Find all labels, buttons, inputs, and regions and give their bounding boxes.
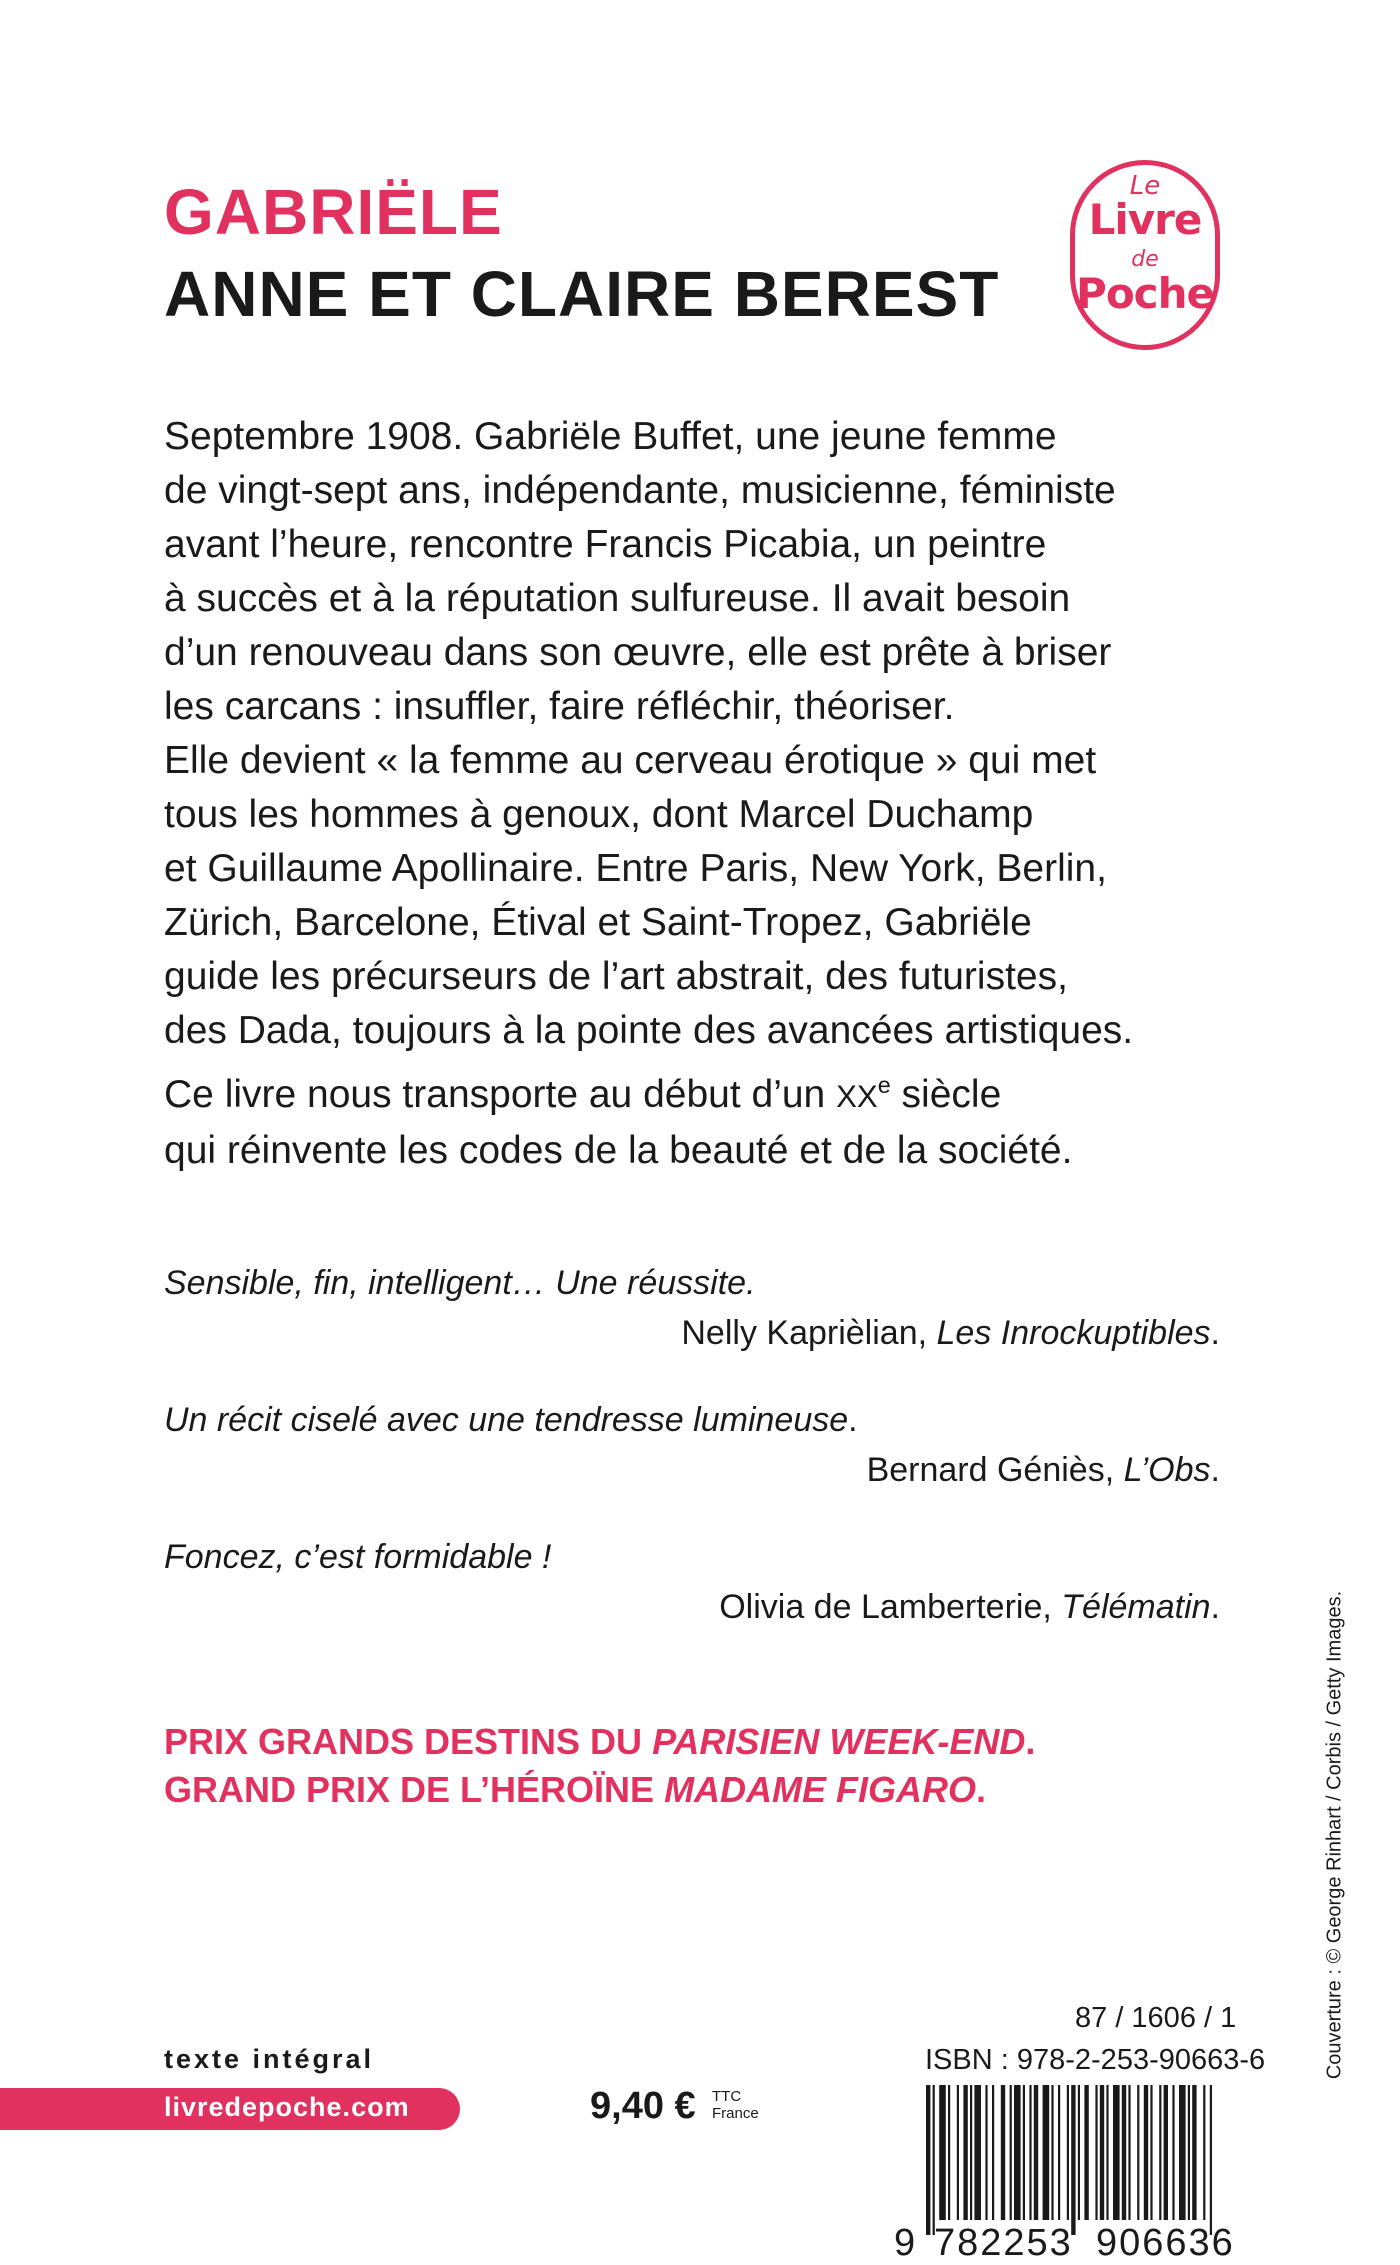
press-quote <box>164 1395 1220 1495</box>
award-suffix: . <box>1025 1721 1036 1762</box>
barcode-bar <box>1164 2085 1168 2220</box>
barcode-bar <box>1034 2085 1038 2220</box>
quote-line <box>164 1395 1220 1445</box>
award-line <box>164 1766 1035 1814</box>
photo-credit: Couverture : © George Rinhart / Corbis / Getty Images. <box>1323 1590 1346 2080</box>
quote-end: . <box>1210 1451 1220 1489</box>
barcode-bar <box>1071 2085 1075 2235</box>
award-prefix: GRAND PRIX DE L’HÉROÏNE <box>164 1769 665 1810</box>
quote-text-end: . <box>848 1401 858 1439</box>
synopsis-line: à succès et à la réputation sulfureuse. Il avait besoin <box>164 577 1071 620</box>
quote-author: Olivia de Lamberterie, <box>719 1588 1062 1626</box>
barcode-bar <box>1058 2085 1060 2220</box>
barcode-digit-first: 9 <box>894 2222 916 2264</box>
award-emphasis: PARISIEN WEEK-END <box>652 1721 1026 1762</box>
barcode-bar <box>1100 2085 1104 2220</box>
award-emphasis: MADAME FIGARO <box>664 1769 977 1810</box>
synopsis-line: des Dada, toujours à la pointe des avancées artistiques. <box>164 1009 1134 1052</box>
barcode-bar <box>926 2085 930 2235</box>
synopsis-line: les carcans : insuffler, faire réfléchir, théoriser. <box>164 685 955 728</box>
quote-publication: L’Obs <box>1123 1451 1211 1489</box>
century-numeral: XX <box>836 1079 878 1114</box>
barcode-bar <box>1159 2085 1161 2220</box>
barcode-bar <box>1078 2085 1080 2220</box>
logo-text-de: de <box>1131 247 1159 272</box>
barcode-bar <box>1010 2085 1012 2220</box>
photo-credit-container <box>1315 1550 1355 2120</box>
barcode-bar <box>1179 2085 1186 2220</box>
barcode-bar <box>1095 2085 1097 2220</box>
quote-author: Bernard Géniès, <box>866 1451 1124 1489</box>
award-prefix: PRIX GRANDS DESTINS DU <box>164 1721 653 1762</box>
barcode <box>890 2085 1260 2265</box>
barcode-bar <box>1210 2085 1212 2235</box>
barcode-bar <box>1128 2085 1130 2220</box>
barcode-bar <box>1192 2085 1196 2220</box>
barcode-bar <box>1001 2085 1005 2220</box>
barcode-bar <box>948 2085 950 2220</box>
barcode-bar <box>1029 2085 1031 2220</box>
barcode-bar <box>1172 2085 1174 2220</box>
quote-publication: Télématin <box>1061 1588 1211 1626</box>
awards <box>164 1718 1035 1814</box>
quote-text: Un récit ciselé avec une tendresse lumineuse <box>164 1401 849 1439</box>
barcode-bar <box>1188 2085 1190 2220</box>
synopsis-line: d’un renouveau dans son œuvre, elle est prête à briser <box>164 631 1112 674</box>
century-superscript: e <box>877 1072 891 1098</box>
barcode-bar <box>1067 2085 1069 2220</box>
price-tax-ttc: TTC <box>712 2088 742 2105</box>
barcode-bar <box>974 2085 981 2220</box>
product-code: 87 / 1606 / 1 <box>1075 2002 1237 2034</box>
barcode-bar <box>933 2085 935 2235</box>
barcode-digits-left: 782253 <box>934 2222 1073 2264</box>
synopsis-line: et Guillaume Apollinaire. Entre Paris, New York, Berlin, <box>164 847 1107 890</box>
press-quote <box>164 1258 1220 1358</box>
isbn: ISBN : 978-2-253-90663-6 <box>925 2044 1266 2076</box>
texte-integral-label: texte intégral <box>164 2044 375 2074</box>
barcode-bar <box>1084 2085 1088 2220</box>
synopsis-text: siècle <box>890 1073 1002 1116</box>
logo-text-poche: Poche <box>1076 269 1214 318</box>
barcode-bars <box>926 2085 1212 2235</box>
website-link[interactable]: livredepoche.com <box>164 2092 410 2122</box>
barcode-bar <box>1150 2085 1152 2220</box>
press-quote <box>164 1532 1220 1632</box>
synopsis-line: Elle devient « la femme au cerveau érotique » qui met <box>164 739 1097 782</box>
synopsis-line: de vingt-sept ans, indépendante, musicienne, féministe <box>164 469 1116 512</box>
barcode-bar <box>992 2085 994 2220</box>
le-livre-de-poche-logo <box>1070 160 1220 350</box>
price-tax-france: France <box>712 2105 759 2122</box>
synopsis-text: Ce livre nous transporte au début d’un <box>164 1073 837 1116</box>
barcode-bar <box>970 2085 972 2220</box>
synopsis-line: qui réinvente les codes de la beauté et de la société. <box>164 1129 1073 1172</box>
synopsis-line: guide les précurseurs de l’art abstrait, des futuristes, <box>164 955 1068 998</box>
barcode-bar <box>1106 2085 1108 2220</box>
quote-text: Sensible, fin, intelligent… Une réussite. <box>164 1264 756 1302</box>
barcode-bar <box>1051 2085 1053 2220</box>
barcode-bar <box>1203 2085 1205 2220</box>
synopsis <box>164 410 1224 1178</box>
barcode-bar <box>1137 2085 1139 2220</box>
quote-source <box>164 1582 1220 1632</box>
quote-author: Nelly Kaprièlian, <box>681 1314 937 1352</box>
synopsis-line: avant l’heure, rencontre Francis Picabia, un peintre <box>164 523 1047 566</box>
barcode-bar <box>1113 2085 1120 2220</box>
barcode-bar <box>957 2085 959 2220</box>
barcode-bar <box>1144 2085 1148 2220</box>
synopsis-line: Septembre 1908. Gabriële Buffet, une jeune femme <box>164 415 1057 458</box>
barcode-bar <box>1014 2085 1021 2220</box>
synopsis-line <box>164 1058 1224 1124</box>
quote-source <box>164 1308 1220 1358</box>
award-suffix: . <box>976 1769 987 1810</box>
barcode-bar <box>1043 2085 1050 2220</box>
quote-publication: Les Inrockuptibles <box>936 1314 1211 1352</box>
logo-text-livre: Livre <box>1088 195 1202 244</box>
barcode-bar <box>1023 2085 1025 2220</box>
quote-end: . <box>1210 1314 1220 1352</box>
barcode-digits-right: 906636 <box>1096 2222 1235 2264</box>
price: 9,40 € <box>590 2085 696 2127</box>
quote-text: Foncez, c’est formidable ! <box>164 1538 552 1576</box>
barcode-bar <box>963 2085 967 2220</box>
synopsis-line: Zürich, Barcelone, Étival et Saint-Tropez, Gabriële <box>164 901 1032 944</box>
price-tax-note <box>712 2088 759 2122</box>
barcode-bar <box>939 2085 946 2220</box>
book-title: GABRIËLE <box>164 176 503 248</box>
quote-source <box>164 1445 1220 1495</box>
synopsis-line: tous les hommes à genoux, dont Marcel Duchamp <box>164 793 1034 836</box>
logo-text-le: Le <box>1129 171 1161 201</box>
barcode-bar <box>1122 2085 1126 2220</box>
book-authors: ANNE ET CLAIRE BEREST <box>164 258 1000 330</box>
barcode-bar <box>985 2085 987 2220</box>
quote-end: . <box>1210 1588 1220 1626</box>
award-line <box>164 1718 1035 1766</box>
